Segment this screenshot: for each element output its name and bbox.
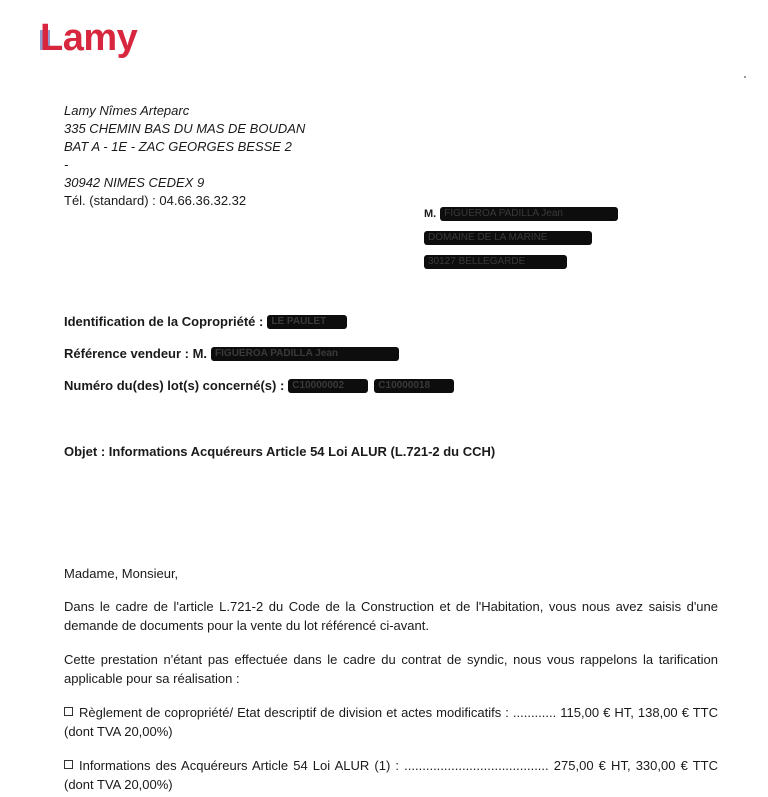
tarif-item-2-text: Informations des Acquéreurs Article 54 Loi ALUR (1) : ........................................ 275,00 € HT, 330,00 € TTC (dont TVA 20,00%)	[64, 758, 718, 792]
sender-city: 30942 NIMES CEDEX 9	[64, 175, 205, 190]
vendeur-redacted: FIGUEROA PADILLA Jean	[211, 347, 399, 361]
copro-label: Identification de la Copropriété :	[64, 314, 264, 329]
lot1-redacted: C10000002	[288, 379, 368, 393]
recipient-line-3	[424, 250, 618, 274]
recipient-line3-redacted: 30127 BELLEGARDE	[424, 255, 567, 269]
checkbox-square-icon	[64, 707, 73, 716]
copro-redacted: LE PAULET	[267, 315, 347, 329]
paragraph-intro: Dans le cadre de l'article L.721-2 du Code de la Construction et de l'Habitation, vous nous avez saisis d'une demande de documents pour la vente du lot référencé ci-avant.	[64, 599, 718, 633]
recipient-prefix: M.	[424, 208, 437, 220]
checkbox-square-icon	[64, 760, 73, 769]
company-logo: Lamy	[40, 17, 138, 59]
lots-field	[64, 378, 454, 393]
vendeur-label: Référence vendeur : M.	[64, 346, 208, 361]
tarif-item-1-text: Règlement de copropriété/ Etat descriptif de division et actes modificatifs : ............ 115,00 € HT, 138,00 € TTC (dont TVA 20,00%)	[64, 705, 718, 739]
recipient-name-line	[424, 202, 618, 226]
sender-dash: -	[64, 157, 69, 172]
sender-phone: Tél. (standard) : 04.66.36.32.32	[64, 193, 247, 208]
tarif-item-2	[64, 756, 718, 794]
subject-line: Objet : Informations Acquéreurs Article 54 Loi ALUR (L.721-2 du CCH)	[64, 444, 496, 459]
recipient-line2-redacted: DOMAINE DE LA MARINE	[424, 231, 592, 245]
sender-building: BAT A - 1E - ZAC GEORGES BESSE 2	[64, 139, 292, 154]
recipient-line-2	[424, 226, 618, 250]
tarif-item-1	[64, 703, 718, 741]
vendeur-field	[64, 346, 399, 361]
paragraph-tarif: Cette prestation n'étant pas effectuée dans le cadre du contrat de syndic, nous vous rappelons la tarification applicable pour sa réalisation :	[64, 652, 718, 686]
lots-label: Numéro du(des) lot(s) concerné(s) :	[64, 378, 285, 393]
recipient-address-block	[424, 202, 618, 274]
sender-address-block	[64, 102, 305, 210]
recipient-name-redacted: FIGUEROA PADILLA Jean	[440, 207, 618, 221]
salutation: Madame, Monsieur,	[64, 566, 179, 581]
scan-speck	[744, 76, 746, 78]
sender-street: 335 CHEMIN BAS DU MAS DE BOUDAN	[64, 121, 306, 136]
lot2-redacted: C10000018	[374, 379, 454, 393]
sender-name: Lamy Nîmes Arteparc	[64, 103, 190, 118]
copro-field	[64, 314, 347, 329]
